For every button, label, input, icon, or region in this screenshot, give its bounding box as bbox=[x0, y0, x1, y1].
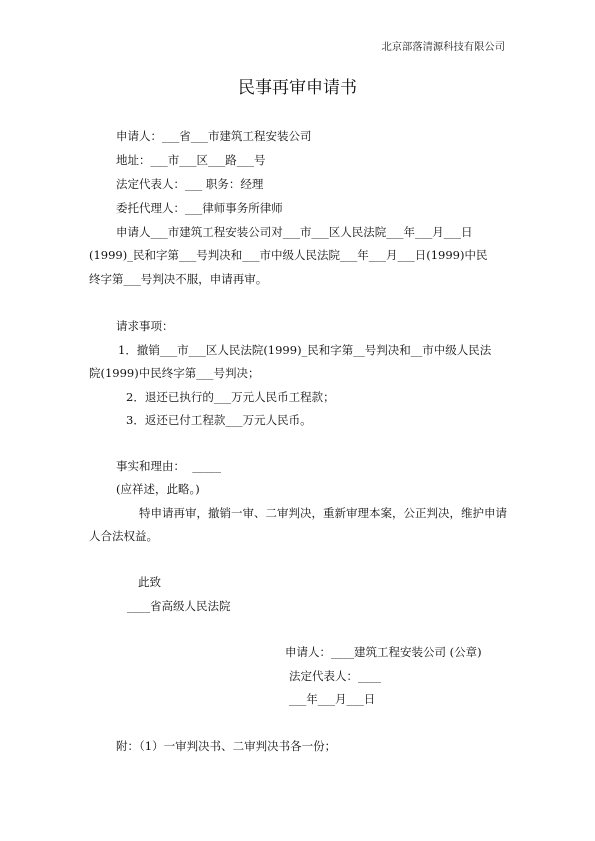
statement-line: (1999)_民和字第___号判决和___市中级人民法院___年___月___日(1999)中民 bbox=[89, 248, 488, 262]
closing-salutation: 此致 bbox=[138, 575, 161, 589]
signature-applicant: 申请人：____建筑工程安装公司 (公章) bbox=[285, 645, 482, 659]
request-item: 1．撤销___市___区人民法院(1999)_民和字第__号判决和__市中级人民法 bbox=[118, 343, 492, 357]
facts-heading: 事实和理由： _____ bbox=[116, 459, 222, 473]
signature-date: ___年___月___日 bbox=[289, 692, 376, 706]
addressee-court: ____省高级人民法院 bbox=[127, 599, 231, 613]
legal-representative-line: 法定代表人：___ 职务：经理 bbox=[116, 177, 264, 191]
address-line: 地址：___市___区___路___号 bbox=[116, 153, 266, 167]
attachment-line: 附：（1）一审判决书、二审判决书各一份； bbox=[116, 739, 337, 753]
request-item: 3．返还已付工程款___万元人民币。 bbox=[126, 413, 312, 427]
applicant-line: 申请人：___省___市建筑工程安装公司 bbox=[116, 129, 312, 143]
statement-line: 终字第___号判决不服，申请再审。 bbox=[89, 272, 268, 286]
statement-line: 申请人___市建筑工程安装公司对___市___区人民法院___年___月___日 bbox=[116, 225, 473, 239]
facts-line: 人合法权益。 bbox=[89, 529, 158, 543]
requests-heading: 请求事项： bbox=[116, 319, 174, 333]
facts-note: (应祥述，此略。) bbox=[116, 482, 200, 496]
request-item-continuation: 院(1999)中民终字第___号判决； bbox=[89, 366, 260, 380]
facts-line: 特申请再审，撤销一审、二审判决，重新审理本案，公正判决，维护申请 bbox=[139, 506, 507, 520]
document-title: 民事再审申请书 bbox=[238, 78, 357, 98]
signature-representative: 法定代表人：____ bbox=[289, 669, 381, 683]
request-item: 2．退还已执行的___万元人民币工程款； bbox=[126, 390, 335, 404]
agent-line: 委托代理人：___律师事务所律师 bbox=[116, 201, 283, 215]
header-company: 北京部落清源科技有限公司 bbox=[381, 41, 505, 53]
